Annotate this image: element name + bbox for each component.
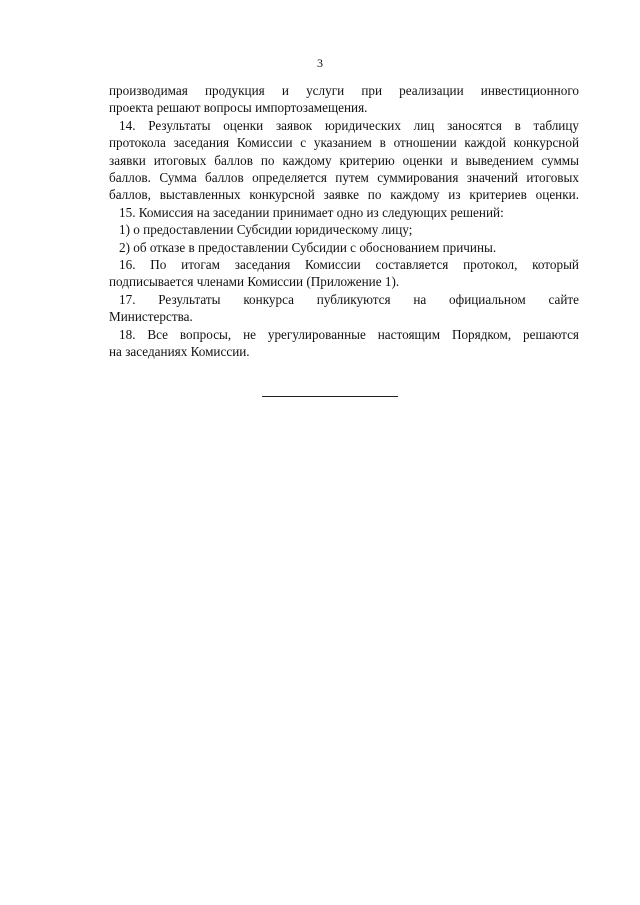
text-line: производимая продукция и услуги при реализации инвестиционного xyxy=(109,83,579,98)
text-line: подписывается членами Комиссии (Приложение 1). xyxy=(109,274,400,290)
text-line: 18. Все вопросы, не урегулированные настоящим Порядком, решаются xyxy=(119,326,579,342)
list-item: 1) о предоставлении Субсидии юридическому лицу; xyxy=(119,222,413,238)
text-line: протокола заседания Комиссии с указанием в отношении каждой конкурсной xyxy=(109,135,579,151)
list-item: 2) об отказе в предоставлении Субсидии с обоснованием причины. xyxy=(119,239,497,255)
text-line: проекта решают вопросы импортозамещения. xyxy=(109,100,368,116)
text-line: 14. Результаты оценки заявок юридических лиц заносятся в таблицу xyxy=(119,117,579,133)
text-line: 15. Комиссия на заседании принимает одно из следующих решений: xyxy=(119,204,504,220)
text-line: 17. Результаты конкурса публикуются на официальном сайте xyxy=(119,291,579,307)
text-line: баллов. Сумма баллов определяется путем суммирования значений итоговых xyxy=(109,170,579,186)
document-body xyxy=(109,82,579,361)
page-number: 3 xyxy=(317,56,323,70)
text-line: баллов, выставленных конкурсной заявке по каждому из критериев оценки. xyxy=(109,187,579,203)
text-line: на заседаниях Комиссии. xyxy=(109,344,250,360)
text-line: Министерства. xyxy=(109,309,193,325)
text-line: 16. По итогам заседания Комиссии составляется протокол, который xyxy=(119,257,579,273)
end-divider-line xyxy=(262,396,398,397)
text-line: заявки итоговых баллов по каждому критерию оценки и выведением суммы xyxy=(109,152,579,168)
